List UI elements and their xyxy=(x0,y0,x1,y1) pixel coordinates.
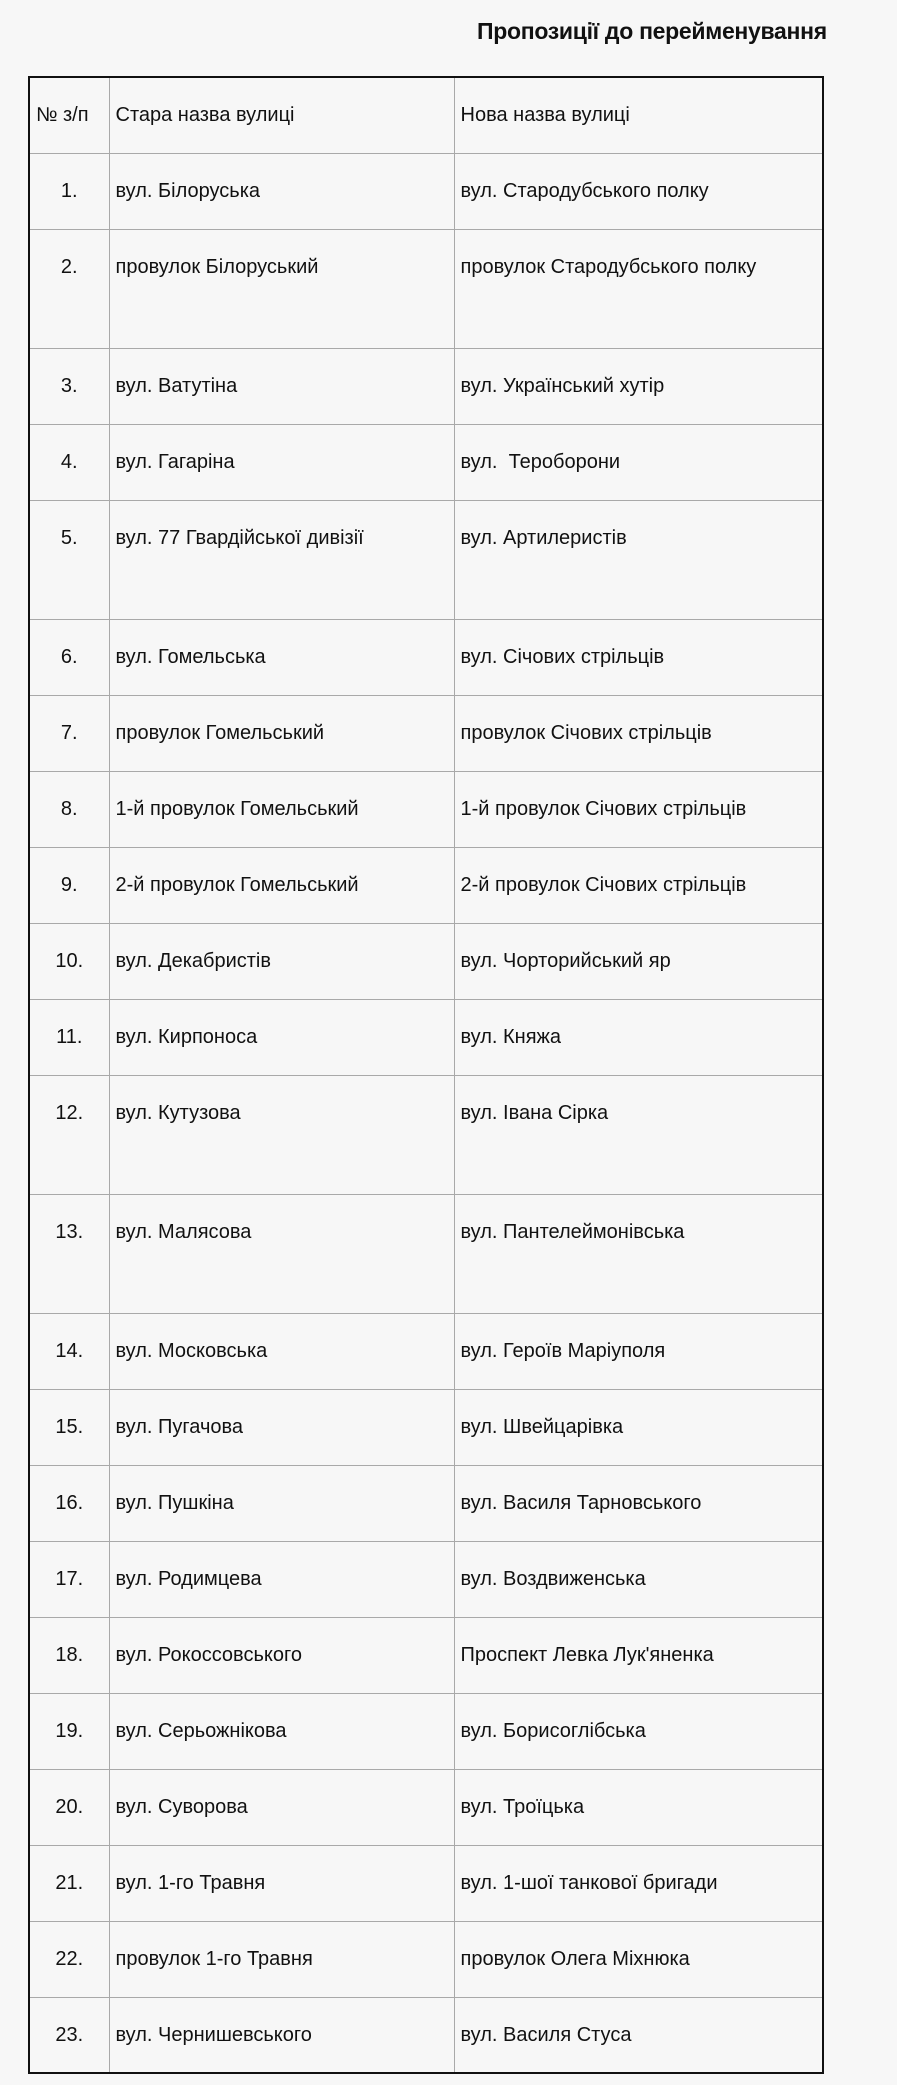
new-street-name: вул. Січових стрільців xyxy=(454,619,823,695)
old-street-name: вул. Суворова xyxy=(109,1769,454,1845)
table-row xyxy=(29,1921,823,1997)
old-street-name: вул. 77 Гвардійської дивізії xyxy=(109,500,454,619)
new-street-name: вул. Троїцька xyxy=(454,1769,823,1845)
old-street-name: вул. Декабристів xyxy=(109,923,454,999)
new-street-name: вул. Героїв Маріуполя xyxy=(454,1313,823,1389)
table-row xyxy=(29,1313,823,1389)
header-old-name: Стара назва вулиці xyxy=(109,77,454,153)
old-street-name: вул. Білоруська xyxy=(109,153,454,229)
row-number: 12. xyxy=(29,1075,109,1194)
new-street-name: вул. Княжа xyxy=(454,999,823,1075)
new-street-name: 2-й провулок Січових стрільців xyxy=(454,847,823,923)
table-row xyxy=(29,1541,823,1617)
table-row xyxy=(29,695,823,771)
row-number: 13. xyxy=(29,1194,109,1313)
table-row xyxy=(29,1693,823,1769)
table-row xyxy=(29,424,823,500)
row-number: 1. xyxy=(29,153,109,229)
row-number: 11. xyxy=(29,999,109,1075)
row-number: 2. xyxy=(29,229,109,348)
old-street-name: вул. Малясова xyxy=(109,1194,454,1313)
row-number: 19. xyxy=(29,1693,109,1769)
row-number: 17. xyxy=(29,1541,109,1617)
row-number: 10. xyxy=(29,923,109,999)
row-number: 4. xyxy=(29,424,109,500)
old-street-name: вул. Кутузова xyxy=(109,1075,454,1194)
old-street-name: провулок Гомельський xyxy=(109,695,454,771)
new-street-name: вул. Артилеристів xyxy=(454,500,823,619)
row-number: 3. xyxy=(29,348,109,424)
old-street-name: 1-й провулок Гомельський xyxy=(109,771,454,847)
old-street-name: вул. Гомельська xyxy=(109,619,454,695)
row-number: 21. xyxy=(29,1845,109,1921)
new-street-name: вул. Пантелеймонівська xyxy=(454,1194,823,1313)
new-street-name: провулок Січових стрільців xyxy=(454,695,823,771)
old-street-name: вул. Серьожнікова xyxy=(109,1693,454,1769)
row-number: 23. xyxy=(29,1997,109,2073)
old-street-name: вул. 1-го Травня xyxy=(109,1845,454,1921)
header-number: № з/п xyxy=(29,77,109,153)
old-street-name: вул. Пушкіна xyxy=(109,1465,454,1541)
table-row xyxy=(29,1997,823,2073)
new-street-name: 1-й провулок Січових стрільців xyxy=(454,771,823,847)
table-row xyxy=(29,923,823,999)
table-row xyxy=(29,999,823,1075)
table-row xyxy=(29,847,823,923)
old-street-name: вул. Чернишевського xyxy=(109,1997,454,2073)
old-street-name: вул. Ватутіна xyxy=(109,348,454,424)
new-street-name: вул. Український хутір xyxy=(454,348,823,424)
new-street-name: вул. Івана Сірка xyxy=(454,1075,823,1194)
row-number: 9. xyxy=(29,847,109,923)
table-row xyxy=(29,229,823,348)
new-street-name: провулок Олега Міхнюка xyxy=(454,1921,823,1997)
new-street-name: вул. Воздвиженська xyxy=(454,1541,823,1617)
row-number: 14. xyxy=(29,1313,109,1389)
row-number: 15. xyxy=(29,1389,109,1465)
table-row xyxy=(29,153,823,229)
new-street-name: Проспект Левка Лук'яненка xyxy=(454,1617,823,1693)
row-number: 8. xyxy=(29,771,109,847)
old-street-name: вул. Гагаріна xyxy=(109,424,454,500)
table-row xyxy=(29,1617,823,1693)
new-street-name: вул. Тероборони xyxy=(454,424,823,500)
row-number: 7. xyxy=(29,695,109,771)
table-row xyxy=(29,1194,823,1313)
row-number: 6. xyxy=(29,619,109,695)
row-number: 18. xyxy=(29,1617,109,1693)
table-row xyxy=(29,1769,823,1845)
old-street-name: провулок Білоруський xyxy=(109,229,454,348)
header-new-name: Нова назва вулиці xyxy=(454,77,823,153)
table-row xyxy=(29,1845,823,1921)
table-row xyxy=(29,348,823,424)
street-rename-table xyxy=(28,76,824,2074)
table-row xyxy=(29,1389,823,1465)
old-street-name: вул. Родимцева xyxy=(109,1541,454,1617)
new-street-name: вул. Василя Стуса xyxy=(454,1997,823,2073)
new-street-name: вул. Стародубського полку xyxy=(454,153,823,229)
old-street-name: вул. Пугачова xyxy=(109,1389,454,1465)
new-street-name: провулок Стародубського полку xyxy=(454,229,823,348)
old-street-name: вул. Рокоссовського xyxy=(109,1617,454,1693)
new-street-name: вул. Швейцарівка xyxy=(454,1389,823,1465)
row-number: 5. xyxy=(29,500,109,619)
row-number: 20. xyxy=(29,1769,109,1845)
table-header-row xyxy=(29,77,823,153)
table-row xyxy=(29,1465,823,1541)
table-row xyxy=(29,771,823,847)
table-row xyxy=(29,500,823,619)
new-street-name: вул. Борисоглібська xyxy=(454,1693,823,1769)
row-number: 16. xyxy=(29,1465,109,1541)
old-street-name: провулок 1-го Травня xyxy=(109,1921,454,1997)
table-row xyxy=(29,619,823,695)
old-street-name: 2-й провулок Гомельський xyxy=(109,847,454,923)
new-street-name: вул. 1-шої танкової бригади xyxy=(454,1845,823,1921)
row-number: 22. xyxy=(29,1921,109,1997)
old-street-name: вул. Московська xyxy=(109,1313,454,1389)
page-title: Пропозиції до перейменування xyxy=(477,18,827,44)
table-row xyxy=(29,1075,823,1194)
new-street-name: вул. Чорторийський яр xyxy=(454,923,823,999)
old-street-name: вул. Кирпоноса xyxy=(109,999,454,1075)
new-street-name: вул. Василя Тарновського xyxy=(454,1465,823,1541)
